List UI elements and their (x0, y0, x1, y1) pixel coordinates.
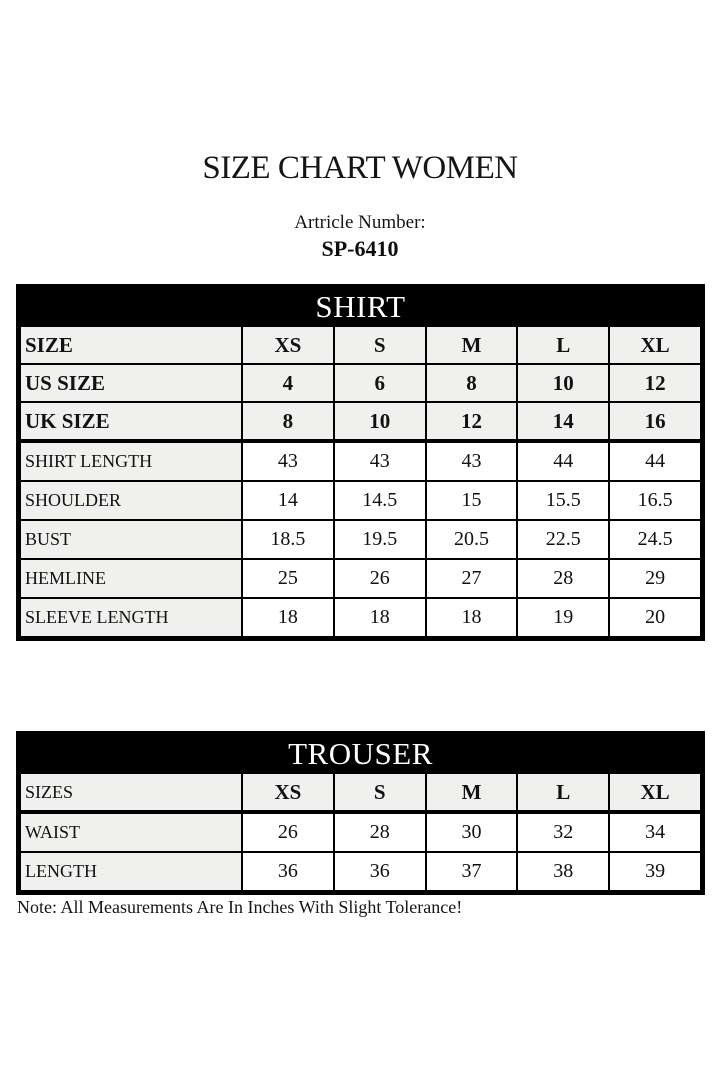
table-row (20, 364, 701, 402)
table-row (20, 441, 701, 481)
table-row (20, 852, 701, 891)
measure-value-cell: 14 (242, 481, 334, 520)
measure-value-cell: 19 (517, 598, 609, 637)
table-row (20, 326, 701, 364)
table-row (20, 520, 701, 559)
measure-value-cell: 18 (426, 598, 518, 637)
measure-value-cell: 43 (426, 441, 518, 481)
size-label-cell: SIZE (20, 326, 242, 364)
measure-label-cell: SLEEVE LENGTH (20, 598, 242, 637)
measure-value-cell: 36 (242, 852, 334, 891)
size-value-cell: S (334, 326, 426, 364)
measure-value-cell: 28 (334, 812, 426, 852)
shirt-size-table (16, 284, 705, 641)
sizes-value-cell: XL (609, 773, 701, 812)
measurement-note: Note: All Measurements Are In Inches With Slight Tolerance! (17, 897, 463, 917)
measure-label-cell: HEMLINE (20, 559, 242, 598)
trouser-size-table (16, 731, 705, 895)
measure-value-cell: 22.5 (517, 520, 609, 559)
measure-value-cell: 32 (517, 812, 609, 852)
us-size-label-cell: US SIZE (20, 364, 242, 402)
measure-value-cell: 39 (609, 852, 701, 891)
measure-label-cell: SHIRT LENGTH (20, 441, 242, 481)
us-size-value-cell: 8 (426, 364, 518, 402)
measure-value-cell: 44 (609, 441, 701, 481)
us-size-value-cell: 12 (609, 364, 701, 402)
us-size-value-cell: 6 (334, 364, 426, 402)
measure-value-cell: 34 (609, 812, 701, 852)
table-row (20, 559, 701, 598)
measure-value-cell: 26 (242, 812, 334, 852)
uk-size-label-cell: UK SIZE (20, 402, 242, 441)
article-number-value: SP-6410 (321, 236, 399, 261)
measure-value-cell: 18 (334, 598, 426, 637)
measure-value-cell: 43 (334, 441, 426, 481)
measure-value-cell: 29 (609, 559, 701, 598)
uk-size-value-cell: 16 (609, 402, 701, 441)
table-row (20, 598, 701, 637)
measure-value-cell: 20 (609, 598, 701, 637)
sizes-value-cell: M (426, 773, 518, 812)
measure-value-cell: 20.5 (426, 520, 518, 559)
table-row (20, 773, 701, 812)
page-title: SIZE CHART WOMEN (202, 150, 518, 186)
measure-value-cell: 18.5 (242, 520, 334, 559)
measure-value-cell: 16.5 (609, 481, 701, 520)
measure-label-cell: SHOULDER (20, 481, 242, 520)
measure-value-cell: 38 (517, 852, 609, 891)
table-row (20, 481, 701, 520)
uk-size-value-cell: 14 (517, 402, 609, 441)
measure-value-cell: 15.5 (517, 481, 609, 520)
trouser-table-grid (19, 772, 702, 892)
measure-value-cell: 36 (334, 852, 426, 891)
size-value-cell: M (426, 326, 518, 364)
us-size-value-cell: 4 (242, 364, 334, 402)
us-size-value-cell: 10 (517, 364, 609, 402)
measure-value-cell: 27 (426, 559, 518, 598)
table-row (20, 402, 701, 441)
measure-value-cell: 19.5 (334, 520, 426, 559)
sizes-value-cell: XS (242, 773, 334, 812)
measure-value-cell: 44 (517, 441, 609, 481)
uk-size-value-cell: 8 (242, 402, 334, 441)
article-number-label: Artricle Number: (294, 212, 426, 233)
measure-label-cell: LENGTH (20, 852, 242, 891)
measure-value-cell: 14.5 (334, 481, 426, 520)
measure-value-cell: 43 (242, 441, 334, 481)
uk-size-value-cell: 12 (426, 402, 518, 441)
measure-value-cell: 25 (242, 559, 334, 598)
uk-size-value-cell: 10 (334, 402, 426, 441)
size-value-cell: L (517, 326, 609, 364)
size-value-cell: XL (609, 326, 701, 364)
measure-value-cell: 28 (517, 559, 609, 598)
measure-label-cell: WAIST (20, 812, 242, 852)
sizes-value-cell: S (334, 773, 426, 812)
measure-value-cell: 18 (242, 598, 334, 637)
table-row (20, 812, 701, 852)
size-value-cell: XS (242, 326, 334, 364)
measure-value-cell: 24.5 (609, 520, 701, 559)
sizes-label-cell: SIZES (20, 773, 242, 812)
measure-value-cell: 15 (426, 481, 518, 520)
measure-value-cell: 37 (426, 852, 518, 891)
measure-value-cell: 26 (334, 559, 426, 598)
measure-label-cell: BUST (20, 520, 242, 559)
shirt-table-title-bar: SHIRT (19, 287, 702, 325)
sizes-value-cell: L (517, 773, 609, 812)
trouser-table-title-bar: TROUSER (19, 734, 702, 772)
measure-value-cell: 30 (426, 812, 518, 852)
shirt-table-grid (19, 325, 702, 638)
